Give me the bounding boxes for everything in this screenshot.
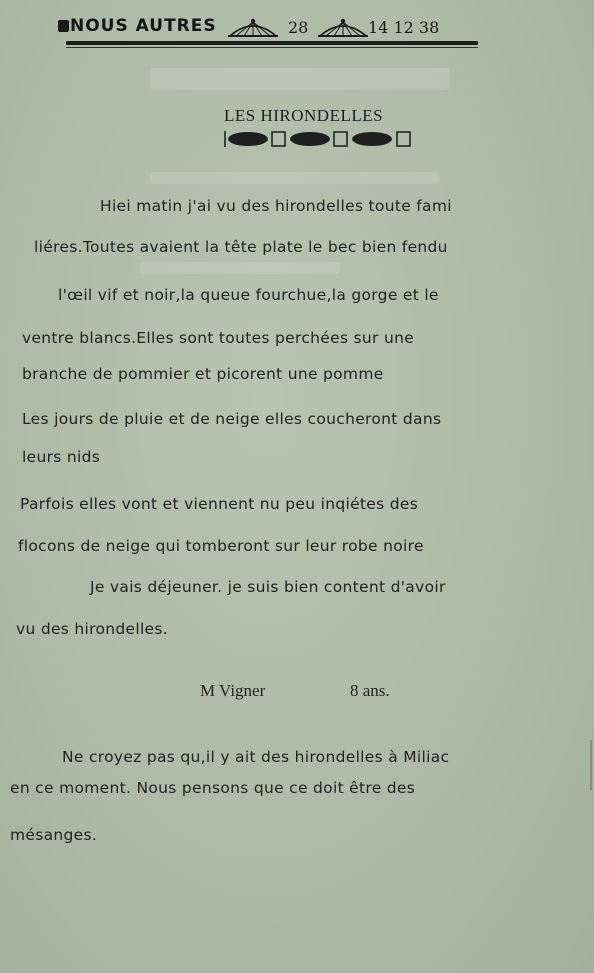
article-line: ventre blancs.Elles sont toutes perchées sur une [22, 329, 415, 347]
article-line: leurs nids [22, 448, 101, 466]
article-line: l'œil vif et noir,la queue fourchue,la gorge et le [58, 286, 439, 304]
note-line: en ce moment. Nous pensons que ce doit être des [10, 779, 416, 797]
header-rule-thin [66, 47, 478, 48]
article-line: Hiei matin j'ai vu des hirondelles toute fami [100, 197, 452, 215]
article-line: Je vais déjeuner. je suis bien content d'avoir [90, 578, 446, 596]
show-through-band [150, 68, 450, 90]
header-bullet-icon [58, 20, 69, 32]
note-line: Ne croyez pas qu,il y ait des hirondelles à Miliac [62, 748, 450, 766]
fan-ornament-icon [316, 16, 370, 38]
show-through-band [140, 262, 340, 274]
note-line: mésanges. [10, 826, 98, 844]
show-through-band [150, 172, 440, 184]
author-name: M Vigner [200, 681, 266, 700]
journal-name: NOUS AUTRES [70, 16, 217, 36]
article-line: Les jours de pluie et de neige elles coucheront dans [22, 410, 442, 428]
author-age: 8 ans. [350, 681, 390, 700]
fan-ornament-icon [226, 16, 280, 38]
article-line: liéres.Toutes avaient la tête plate le bec bien fendu [34, 238, 448, 256]
article-line: branche de pommier et picorent une pomme [22, 365, 384, 383]
page-number: 28 [288, 18, 309, 37]
article-line: Parfois elles vont et viennent nu peu inqiétes des [20, 495, 419, 513]
page-edge-mark [590, 740, 592, 790]
issue-date: 14 12 38 [368, 18, 440, 37]
article-line: vu des hirondelles. [16, 620, 168, 638]
header-rule [66, 41, 478, 45]
article-line: flocons de neige qui tomberont sur leur robe noire [18, 537, 424, 555]
title-ornament-border [224, 128, 420, 150]
article-title: LES HIRONDELLES [224, 106, 384, 125]
